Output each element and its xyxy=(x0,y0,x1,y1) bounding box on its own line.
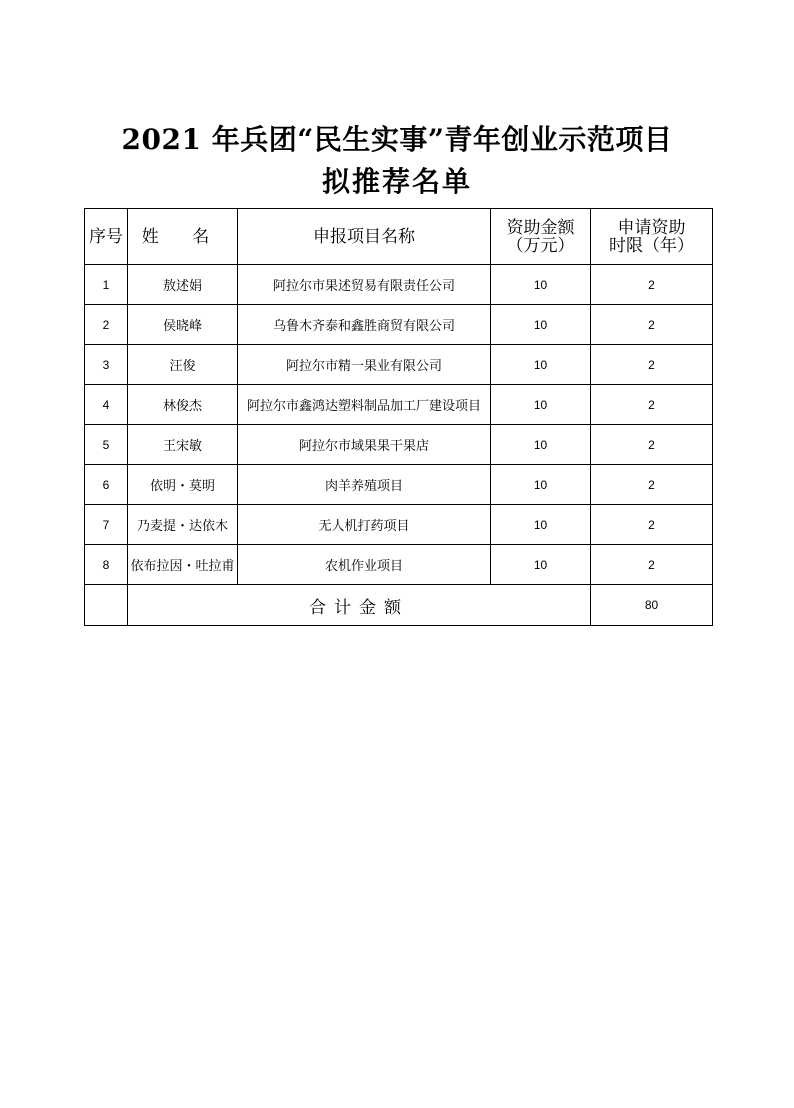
cell-seq: 3 xyxy=(85,345,128,385)
cell-project: 农机作业项目 xyxy=(238,545,491,585)
cell-period: 2 xyxy=(591,465,713,505)
cell-amount: 10 xyxy=(491,385,591,425)
cell-project: 阿拉尔市域果果干果店 xyxy=(238,425,491,465)
total-value: 80 xyxy=(591,585,713,626)
cell-project: 阿拉尔市精一果业有限公司 xyxy=(238,345,491,385)
cell-name: 敖述娟 xyxy=(128,265,238,305)
table-row xyxy=(85,265,713,305)
cell-name: 汪俊 xyxy=(128,345,238,385)
cell-amount: 10 xyxy=(491,545,591,585)
cell-project: 阿拉尔市鑫鸿达塑料制品加工厂建设项目 xyxy=(238,385,491,425)
header-period: 申请资助 时限（年） xyxy=(591,209,713,265)
cell-name: 侯晓峰 xyxy=(128,305,238,345)
cell-name: 王宋敏 xyxy=(128,425,238,465)
document-title: 2021 年兵团“民生实事”青年创业示范项目 xyxy=(121,123,673,156)
cell-seq: 5 xyxy=(85,425,128,465)
cell-period: 2 xyxy=(591,545,713,585)
table-row xyxy=(85,425,713,465)
table-row xyxy=(85,465,713,505)
table-row xyxy=(85,505,713,545)
recommendation-table xyxy=(84,208,713,626)
cell-project: 无人机打药项目 xyxy=(238,505,491,545)
cell-seq: 1 xyxy=(85,265,128,305)
cell-project: 肉羊养殖项目 xyxy=(238,465,491,505)
cell-period: 2 xyxy=(591,265,713,305)
cell-period: 2 xyxy=(591,385,713,425)
header-amount: 资助金额 （万元） xyxy=(491,209,591,265)
cell-amount: 10 xyxy=(491,345,591,385)
table-header-row xyxy=(85,209,713,265)
total-label: 合计金额 xyxy=(128,585,591,626)
cell-amount: 10 xyxy=(491,505,591,545)
cell-amount: 10 xyxy=(491,305,591,345)
cell-name: 林俊杰 xyxy=(128,385,238,425)
cell-seq: 4 xyxy=(85,385,128,425)
total-empty-cell xyxy=(85,585,128,626)
cell-amount: 10 xyxy=(491,425,591,465)
table-row xyxy=(85,305,713,345)
table-row xyxy=(85,385,713,425)
cell-seq: 8 xyxy=(85,545,128,585)
cell-seq: 6 xyxy=(85,465,128,505)
cell-period: 2 xyxy=(591,345,713,385)
table-row xyxy=(85,345,713,385)
cell-project: 阿拉尔市果述贸易有限责任公司 xyxy=(238,265,491,305)
cell-period: 2 xyxy=(591,305,713,345)
cell-name: 依布拉因・吐拉甫 xyxy=(128,545,238,585)
cell-project: 乌鲁木齐泰和鑫胜商贸有限公司 xyxy=(238,305,491,345)
cell-name: 依明・莫明 xyxy=(128,465,238,505)
total-row xyxy=(85,585,713,626)
header-seq: 序号 xyxy=(85,209,128,265)
header-project: 申报项目名称 xyxy=(238,209,491,265)
cell-period: 2 xyxy=(591,425,713,465)
table-row xyxy=(85,545,713,585)
cell-name: 乃麦提・达依木 xyxy=(128,505,238,545)
cell-amount: 10 xyxy=(491,265,591,305)
cell-seq: 2 xyxy=(85,305,128,345)
cell-amount: 10 xyxy=(491,465,591,505)
document-subtitle: 拟推荐名单 xyxy=(321,165,472,198)
cell-seq: 7 xyxy=(85,505,128,545)
header-name: 姓 名 xyxy=(128,209,238,265)
cell-period: 2 xyxy=(591,505,713,545)
